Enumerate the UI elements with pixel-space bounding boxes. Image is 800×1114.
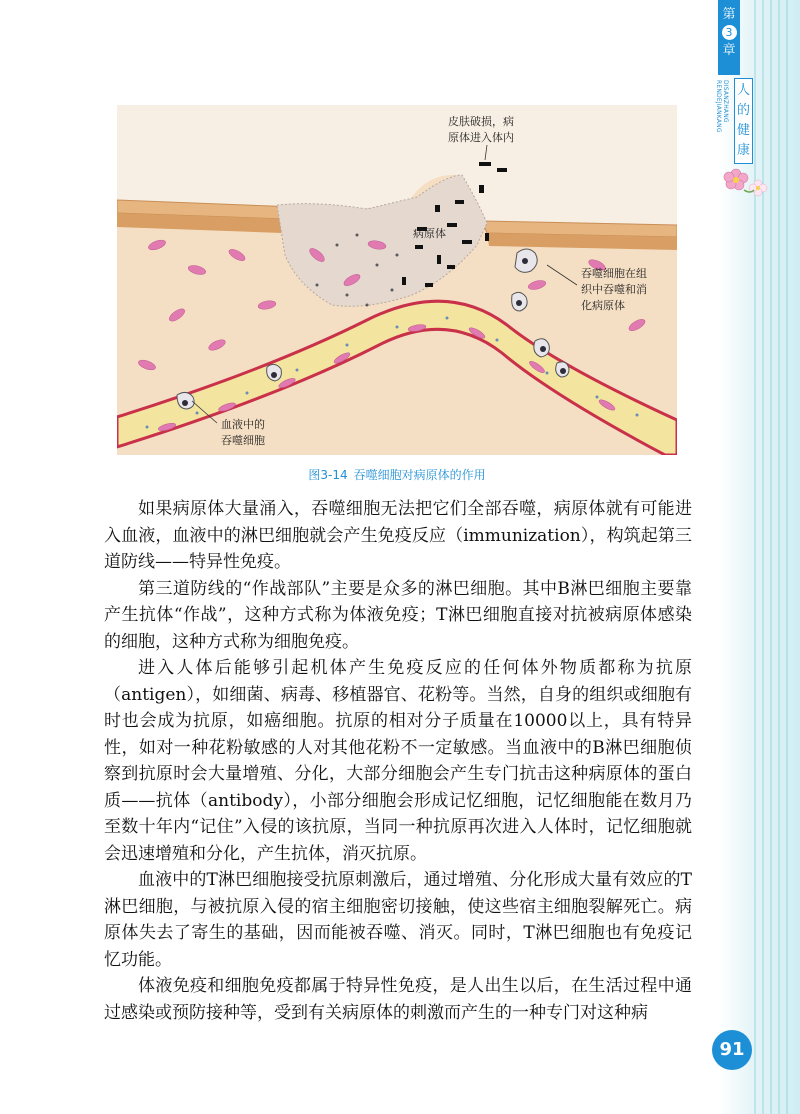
chapter-tab <box>718 0 740 75</box>
paragraph: 进入人体后能够引起机体产生免疫反应的任何体外物质都称为抗原（antigen），如细菌、病毒、移植器官、花粉等。当然，自身的组织或细胞有时也会成为抗原，如癌细胞。抗原的相对分子质量在10000以上，具有特异性，如对一种花粉敏感的人对其他花粉不一定敏感。当血液中的B淋巴细胞侦察到抗原时会大量增殖、分化，大部分细胞会产生专门抗击这种病原体的蛋白质——抗体（antibody），小部分细胞会形成记忆细胞，记忆细胞能在数月乃至数十年内“记住”入侵的该抗原，当同一种抗原再次进入人体时，记忆细胞就会迅速增殖和分化，产生抗体，消灭抗原。 <box>104 658 692 864</box>
paragraph: 第三道防线的“作战部队”主要是众多的淋巴细胞。其中B淋巴细胞主要靠产生抗体“作战”，这种方式称为体液免疫；T淋巴细胞直接对抗被病原体感染的细胞，这种方式称为细胞免疫。 <box>104 578 692 652</box>
skin-break-label: 皮肤破损，病 原体进入体内 <box>448 115 514 144</box>
chapter-title <box>734 78 753 164</box>
chapter-suffix: 章 <box>722 43 736 58</box>
chapter-title-char: 康 <box>736 143 750 158</box>
chapter-number: 3 <box>722 25 737 40</box>
chapter-title-char: 人 <box>736 83 750 98</box>
figure-caption <box>0 466 800 483</box>
chapter-pinyin: DISANZHANG RENDEJIANKANG <box>715 80 729 133</box>
body-text <box>104 496 692 1026</box>
flower-decoration-icon <box>720 164 770 198</box>
caption-text: 吞噬细胞对病原体的作用 <box>353 468 486 482</box>
paragraph: 体液免疫和细胞免疫都属于特异性免疫，是人出生以后，在生活过程中通过感染或预防接种等，受到有关病原体的刺激而产生的一种专门对这种病 <box>104 976 692 1023</box>
pathogen-label: 病原体 <box>413 227 446 240</box>
chapter-prefix: 第 <box>722 7 736 22</box>
blood-phagocyte-label: 血液中的 吞噬细胞 <box>221 418 265 447</box>
phagocyte-figure <box>117 105 677 455</box>
page-number: 91 <box>712 1030 752 1070</box>
chapter-title-char: 的 <box>736 103 750 118</box>
tissue-phagocyte-label: 吞噬细胞在组 织中吞噬和消 化病原体 <box>581 267 647 312</box>
chapter-title-char: 健 <box>736 123 750 138</box>
paragraph: 如果病原体大量涌入，吞噬细胞无法把它们全部吞噬，病原体就有可能进入血液，血液中的淋巴细胞就会产生免疫反应（immunization），构筑起第三道防线——特异性免疫。 <box>104 499 692 572</box>
caption-number: 图3-14 <box>308 468 348 482</box>
paragraph: 血液中的T淋巴细胞接受抗原刺激后，通过增殖、分化形成大量有效应的T淋巴细胞，与被抗原入侵的宿主细胞密切接触，使这些宿主细胞裂解死亡。病原体失去了寄生的基础，因而能被吞噬、消灭。同时，T淋巴细胞也有免疫记忆功能。 <box>104 870 692 970</box>
